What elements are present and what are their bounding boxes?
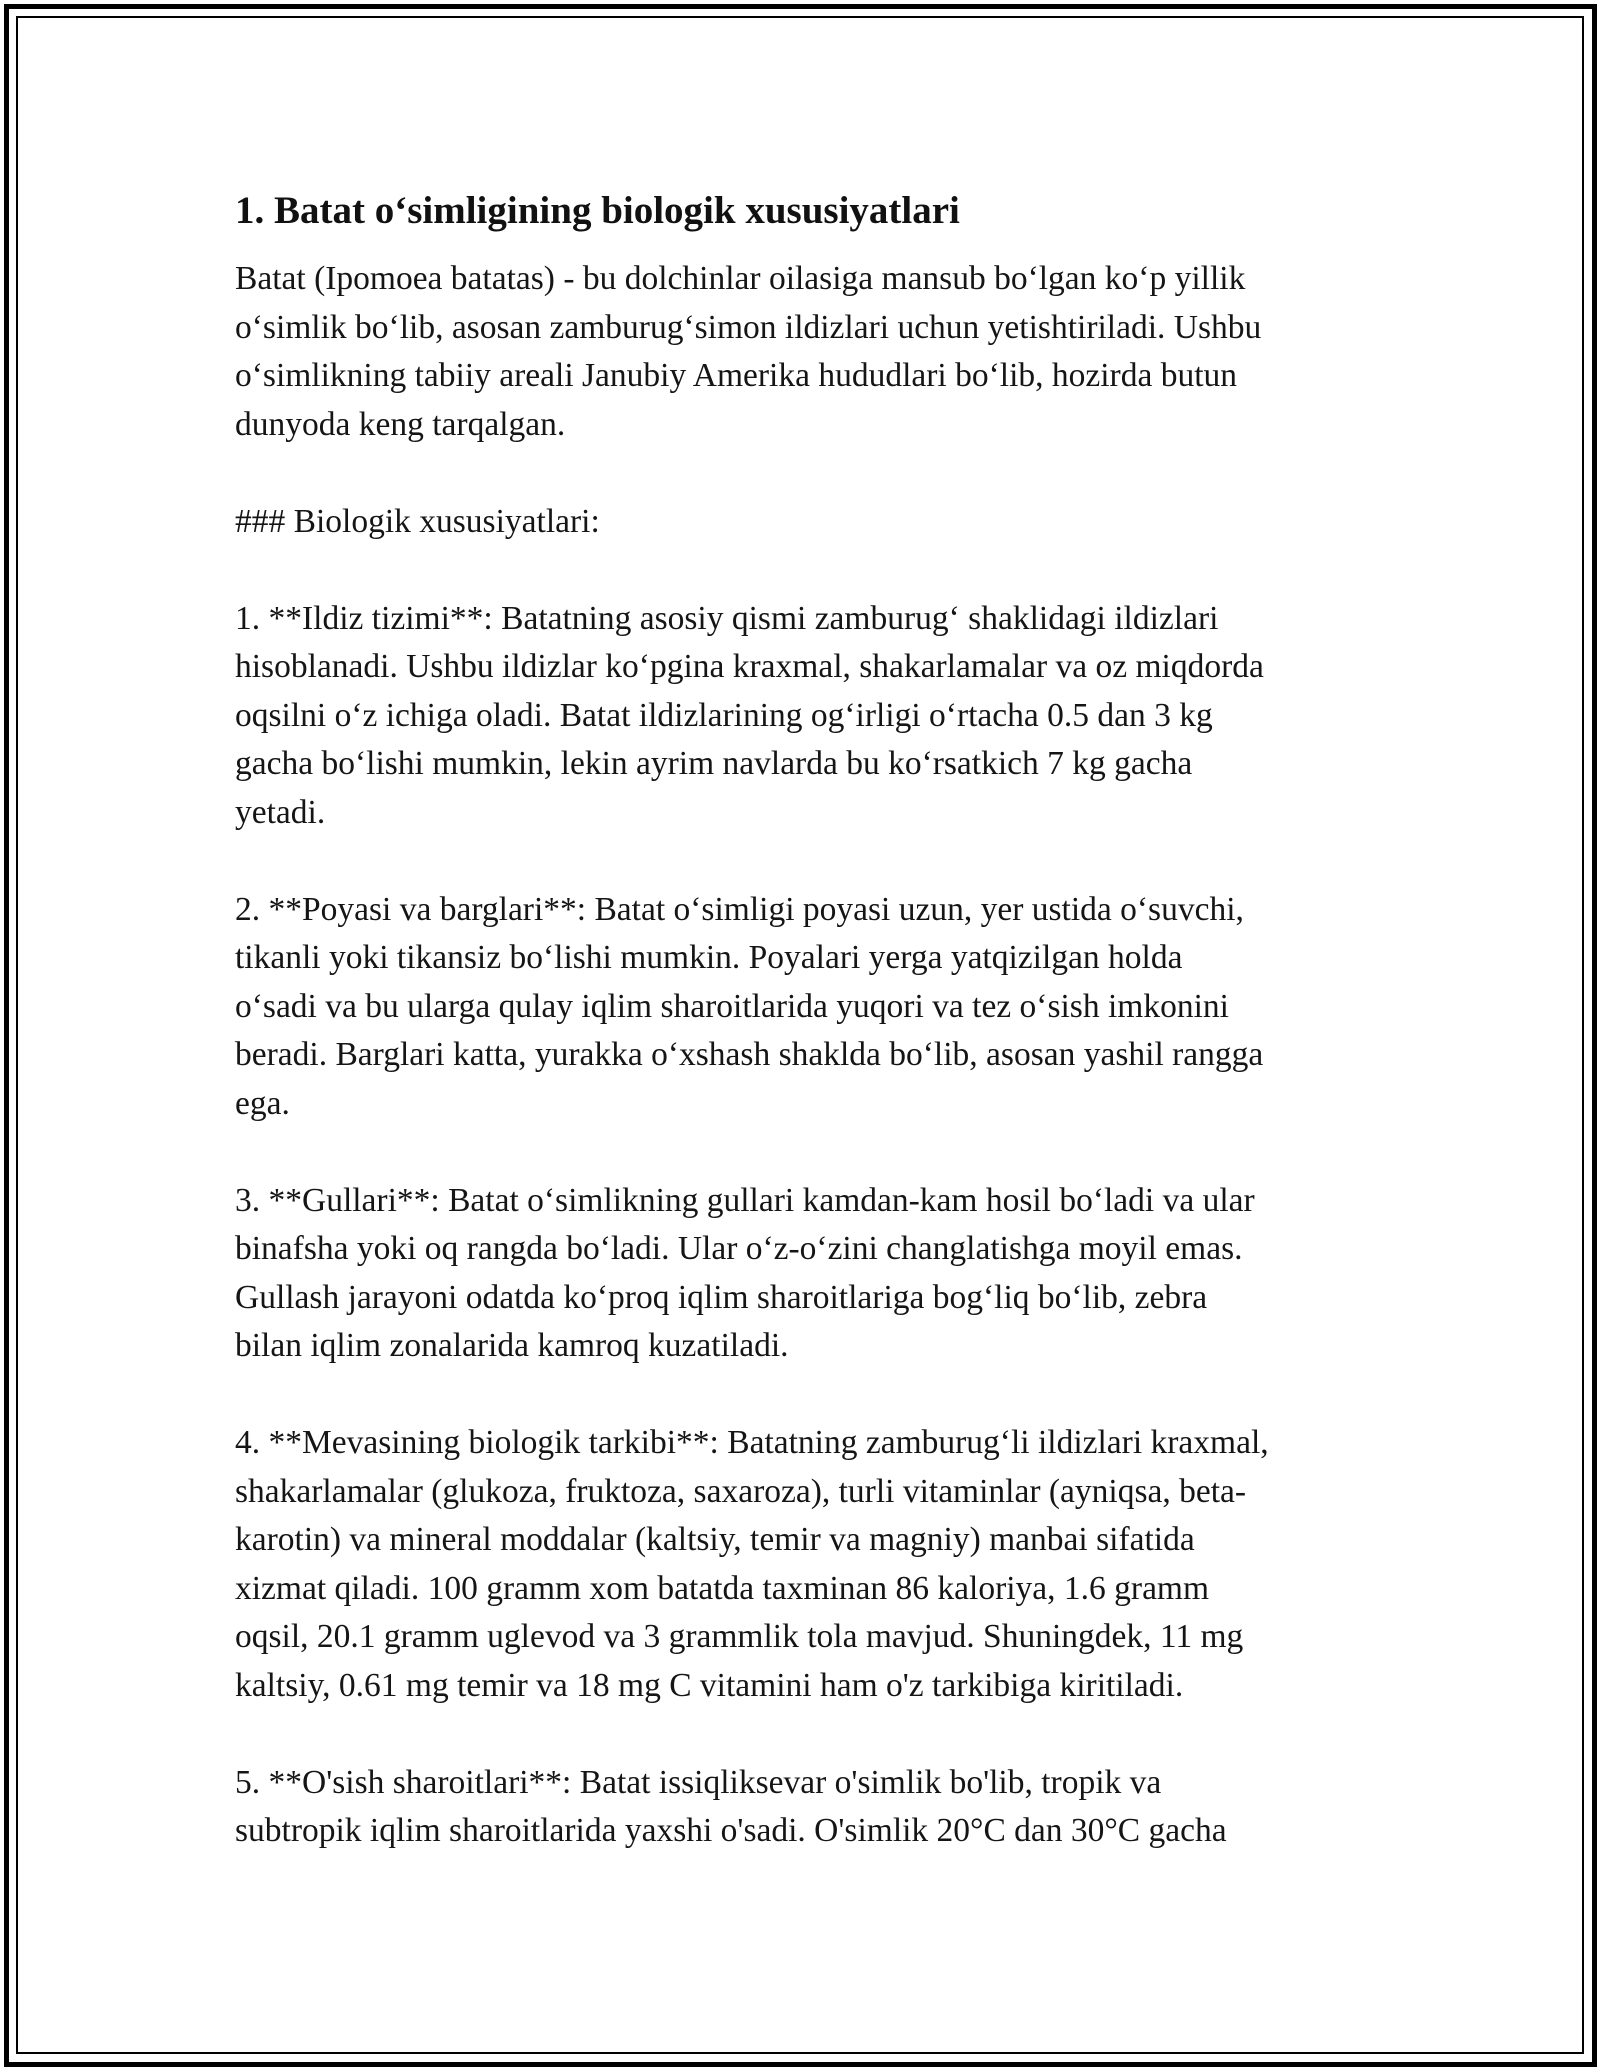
- text-line: o‘sadi va bu ularga qulay iqlim sharoitlarida yuqori va tez o‘sish imkonini: [235, 987, 1229, 1025]
- text-line: 3. **Gullari**: Batat o‘simlikning gullari kamdan-kam hosil bo‘ladi va ular: [235, 1181, 1255, 1219]
- subheading-paragraph: [235, 498, 1375, 547]
- text-line: ega.: [235, 1084, 290, 1122]
- item-root-system: [235, 595, 1375, 838]
- text-line: yetadi.: [235, 793, 326, 831]
- text-line: Gullash jarayoni odatda ko‘proq iqlim sharoitlariga bog‘liq bo‘lib, zebra: [235, 1278, 1208, 1316]
- intro-paragraph: [235, 255, 1375, 449]
- text-line: o‘simlik bo‘lib, asosan zamburug‘simon ildizlari uchun yetishtiriladi. Ushbu: [235, 308, 1262, 346]
- item-composition: [235, 1419, 1375, 1710]
- text-line: shakarlamalar (glukoza, fruktoza, saxaroza), turli vitaminlar (ayniqsa, beta-: [235, 1472, 1247, 1510]
- section-heading: 1. Batat o‘simligining biologik xususiyatlari: [235, 189, 960, 232]
- text-line: beradi. Barglari katta, yurakka o‘xshash shakldа bo‘lib, asosan yashil rangga: [235, 1036, 1264, 1073]
- text-line: oqsilni o‘z ichiga oladi. Batat ildizlarining og‘irligi o‘rtacha 0.5 dan 3 kg: [235, 696, 1213, 734]
- item-stem-leaves: [235, 886, 1375, 1129]
- text-line: 1. **Ildiz tizimi**: Batatning asosiy qismi zamburug‘ shaklidagi ildizlari: [235, 599, 1219, 637]
- text-line: dunyoda keng tarqalgan.: [235, 405, 566, 443]
- text-line: 4. **Mevasining biologik tarkibi**: Batatning zamburug‘li ildizlari kraxmal,: [235, 1424, 1269, 1461]
- text-line: binafsha yoki oq rangda bo‘ladi. Ular o‘z-o‘zini changlatishga moyil emas.: [235, 1230, 1243, 1267]
- text-line: kaltsiy, 0.61 mg temir va 18 mg C vitamini ham o'z tarkibiga kiritiladi.: [235, 1666, 1184, 1704]
- text-line: xizmat qiladi. 100 gramm xom batatda taxminan 86 kaloriya, 1.6 gramm: [235, 1569, 1210, 1607]
- text-line: oqsil, 20.1 gramm uglevod va 3 grammlik tola mavjud. Shuningdek, 11 mg: [235, 1618, 1244, 1655]
- text-line: hisoblanadi. Ushbu ildizlar ko‘pgina kraxmal, shakarlamalar va oz miqdorda: [235, 648, 1264, 685]
- item-growing-conditions: [235, 1759, 1375, 1856]
- text-line: subtropik iqlim sharoitlarida yaxshi o'sadi. O'simlik 20°C dan 30°C gacha: [235, 1812, 1227, 1849]
- text-line: 5. **O'sish sharoitlari**: Batat issiqliksevar o'simlik bo'lib, tropik va: [235, 1763, 1162, 1801]
- text-line: 2. **Poyasi va barglari**: Batat o‘simligi poyasi uzun, yer ustida o‘suvchi,: [235, 890, 1244, 928]
- text-line: ### Biologik xususiyatlari:: [235, 502, 600, 540]
- item-flowers: [235, 1177, 1375, 1371]
- document-body: [235, 185, 1375, 1904]
- text-line: Batat (Ipomoea batatas) - bu dolchinlar oilasiga mansub bo‘lgan ko‘p yillik: [235, 260, 1246, 297]
- text-line: tikanli yoki tikansiz bo‘lishi mumkin. Poyalari yerga yatqizilgan holda: [235, 939, 1183, 976]
- text-line: o‘simlikning tabiiy areali Janubiy Amerika hududlari bo‘lib, hozirda butun: [235, 357, 1238, 394]
- text-line: karotin) va mineral moddalar (kaltsiy, temir va magniy) manbai sifatida: [235, 1521, 1195, 1558]
- text-line: bilan iqlim zonalarida kamroq kuzatiladi.: [235, 1327, 789, 1364]
- text-line: gacha bo‘lishi mumkin, lekin ayrim navlarda bu ko‘rsatkich 7 kg gacha: [235, 745, 1193, 782]
